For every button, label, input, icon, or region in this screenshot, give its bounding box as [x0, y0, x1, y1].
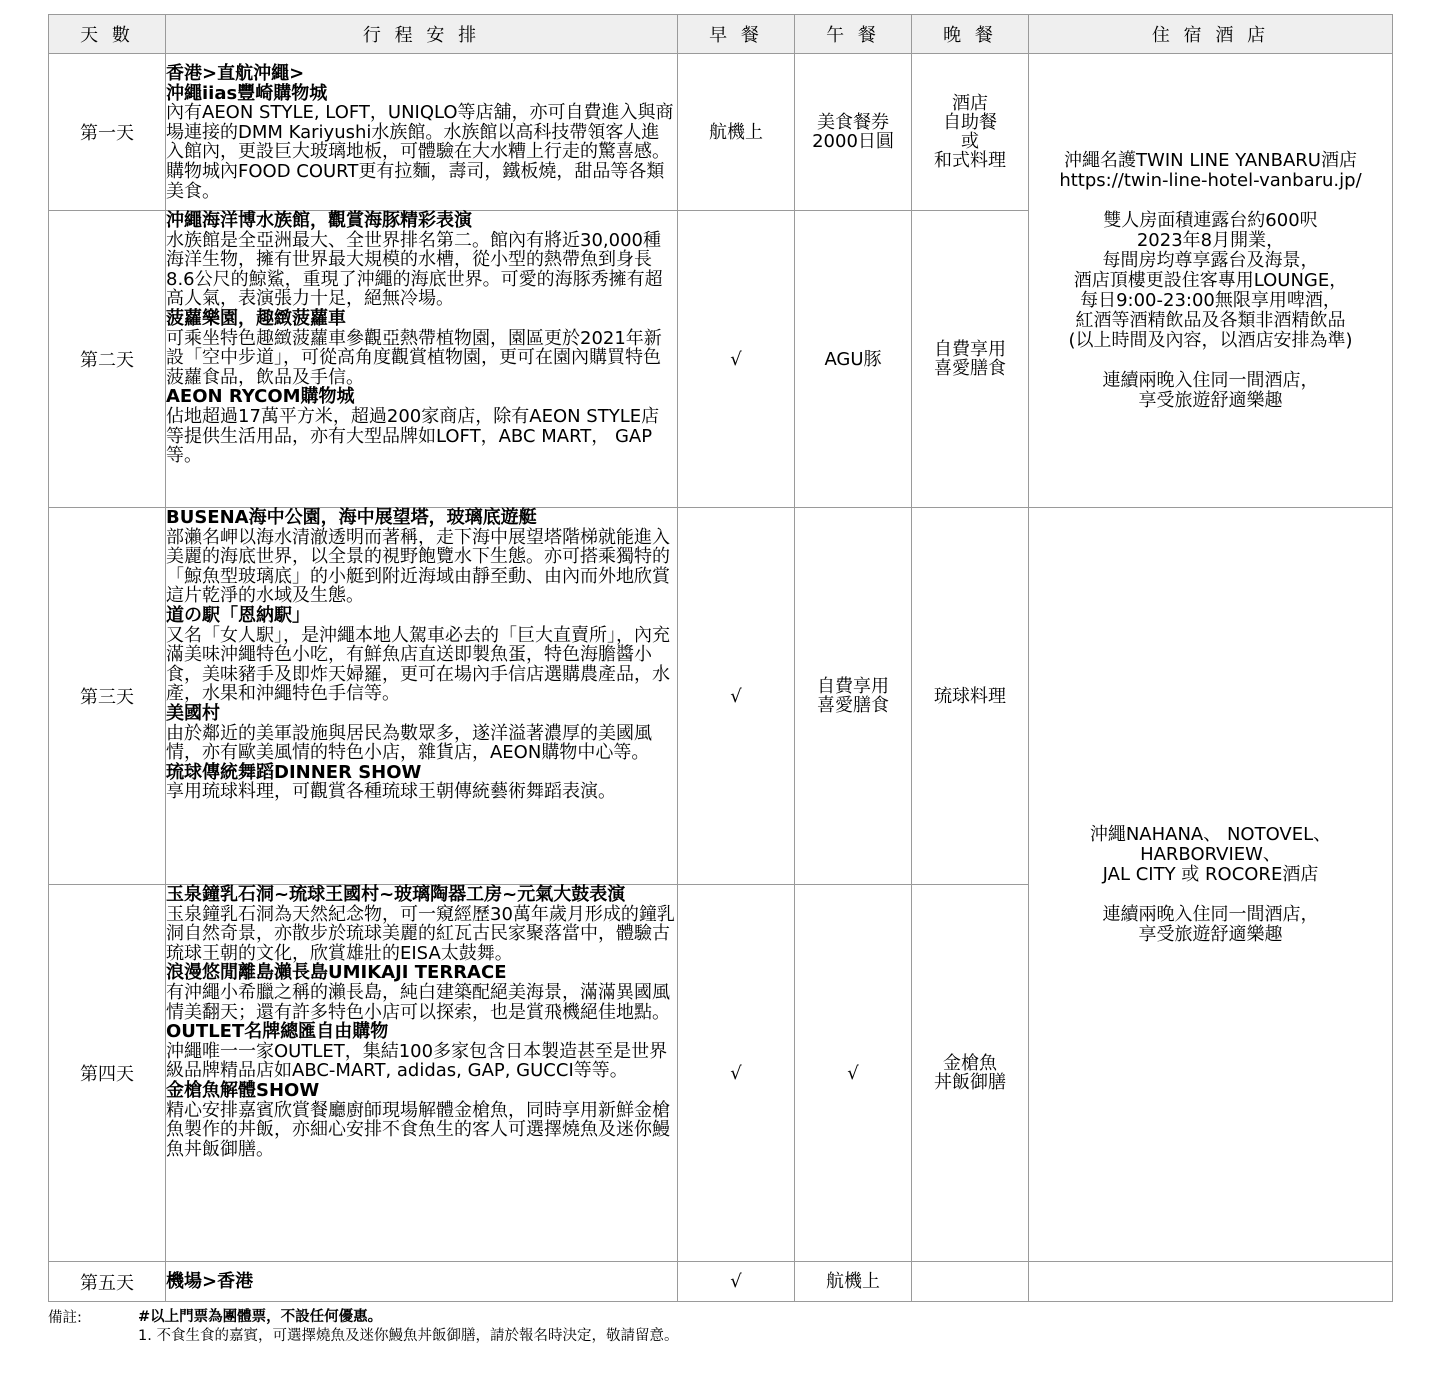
itinerary-table — [48, 14, 1393, 1302]
remarks-line: #以上門票為團體票，不設任何優惠。 — [138, 1309, 383, 1325]
section-body: 又名「女人駅」，是沖繩本地人駕車必去的「巨大直賣所」，內充滿美味沖繩特色小吃，有鮮魚店直送即製魚蛋，特色海膽醬小食，美味豬手及即炸天婦羅，更可在場內手信店選購農產品，水產，水果和沖繩特色手信等。 — [166, 624, 670, 705]
remarks-content — [138, 1308, 1338, 1346]
breakfast-cell: 航機上 — [678, 54, 795, 211]
lunch-cell: 航機上 — [795, 1262, 912, 1302]
dinner-cell: 酒店 自助餐 或 和式料理 — [912, 54, 1029, 211]
breakfast-cell: √ — [678, 211, 795, 508]
section-body: 可乘坐特色趣緻菠蘿車參觀亞熱帶植物園，園區更於2021年新設「空中步道」，可從高角度觀賞植物園，更可在園內購買特色菠蘿食品，飲品及手信。 — [166, 327, 662, 388]
dinner-cell: 金槍魚 丼飯御膳 — [912, 885, 1029, 1262]
section-title: 金槍魚解體SHOW — [166, 1079, 320, 1101]
table-row — [49, 508, 1393, 885]
section-title: AEON RYCOM購物城 — [166, 386, 355, 408]
table-row — [49, 1262, 1393, 1302]
section-body: 玉泉鐘乳石洞為天然紀念物，可一窺經歷30萬年歲月形成的鐘乳洞自然奇景，亦散步於琉球美麗的紅瓦古民家聚落當中，體驗古琉球王朝的文化，欣賞雄壯的EISA太鼓舞。 — [166, 903, 675, 964]
section-body: 佔地超過17萬平方米，超過200家商店，除有AEON STYLE店等提供生活用品，亦有大型品牌如LOFT，ABC MART， GAP等。 — [166, 405, 660, 467]
day-label: 第四天 — [49, 885, 166, 1262]
dinner-cell: 琉球料理 — [912, 508, 1029, 885]
lunch-cell: 美食餐券 2000日圓 — [795, 54, 912, 211]
section-title: 沖繩海洋博水族館，觀賞海豚精彩表演 — [166, 210, 472, 231]
section-body: 內有AEON STYLE, LOFT，UNIQLO等店舖，亦可自費進入與商場連接的DMM Kariyushi水族館。水族館以高科技帶領客人進入館內，更設巨大玻璃地板，可體驗在大水糟上行走的驚喜感。購物城內FOOD COURT更有拉麵，壽司，鐵板燒，甜品等各類美食。 — [166, 102, 674, 202]
header-day: 天 數 — [49, 15, 166, 54]
breakfast-cell: √ — [678, 1262, 795, 1302]
hotel-cell: 沖繩名護TWIN LINE YANBARU酒店 https://twin-line-hotel-vanbaru.jp/ 雙人房面積連露台約600呎 2023年8月開業， 每間房均尊享露台及海景， 酒店頂樓更設住客專用LOUNGE， 每日9:00-23:00無限享用啤酒， 紅酒等酒精飲品及各類非酒精飲品 (以上時間及內容，以酒店安排為準) 連續兩晚入住同一間酒店， 享受旅遊舒適樂趣 — [1029, 54, 1393, 508]
section-title: 道の駅「恩納駅」 — [166, 604, 310, 626]
section-title: 美國村 — [166, 702, 220, 724]
header-schedule: 行 程 安 排 — [166, 15, 678, 54]
day-label: 第二天 — [49, 211, 166, 508]
section-title: 機場>香港 — [166, 1270, 254, 1292]
section-title: 浪漫悠閒離島瀨長島UMIKAJI TERRACE — [166, 962, 507, 984]
section-body: 部瀨名岬以海水清澈透明而著稱，走下海中展望塔階梯就能進入美麗的海底世界，以全景的視野飽覽水下生態。亦可搭乘獨特的「鯨魚型玻璃底」的小艇到附近海域由靜至動、由內而外地欣賞這片乾淨的水域及生態。 — [166, 526, 670, 607]
remarks-label: 備註: — [48, 1310, 82, 1326]
schedule-cell — [166, 1262, 678, 1302]
section-title: BUSENA海中公園，海中展望塔，玻璃底遊艇 — [166, 507, 537, 528]
hotel-cell — [1029, 1262, 1393, 1302]
lunch-cell: √ — [795, 885, 912, 1262]
dinner-cell — [912, 1262, 1029, 1302]
section-title: 玉泉鐘乳石洞~琉球王國村~玻璃陶器工房~元氣大鼓表演 — [166, 884, 626, 905]
section-body: 沖繩唯一一家OUTLET，集結100多家包含日本製造甚至是世界級品牌精品店如ABC-MART, adidas, GAP, GUCCI等等。 — [166, 1040, 668, 1082]
section-body: 由於鄰近的美軍設施與居民為數眾多，遂洋溢著濃厚的美國風情，亦有歐美風情的特色小店，雜貨店，AEON購物中心等。 — [166, 722, 652, 764]
section-body: 水族館是全亞洲最大、全世界排名第二。館內有將近30,000種海洋生物，擁有世界最大規模的水槽，從小型的熱帶魚到身長8.6公尺的鯨鯊，重現了沖繩的海底世界。可愛的海豚秀擁有超高人氣，表演張力十足，絕無冷場。 — [166, 229, 663, 310]
breakfast-cell: √ — [678, 508, 795, 885]
header-hotel: 住 宿 酒 店 — [1029, 15, 1393, 54]
day-label: 第三天 — [49, 508, 166, 885]
day-label: 第一天 — [49, 54, 166, 211]
header-row — [49, 15, 1393, 54]
section-body: 有沖繩小希臘之稱的瀨長島，純白建築配絕美海景，滿滿異國風情美翻天；還有許多特色小店可以探索，也是賞飛機絕佳地點。 — [166, 981, 670, 1023]
section-body: 享用琉球料理，可觀賞各種琉球王朝傳統藝術舞蹈表演。 — [166, 781, 616, 803]
section-title: 香港>直航沖繩> 沖繩iias豐崎購物城 — [166, 63, 328, 104]
schedule-cell — [166, 211, 678, 508]
header-dinner: 晚 餐 — [912, 15, 1029, 54]
breakfast-cell: √ — [678, 885, 795, 1262]
section-body: 精心安排嘉賓欣賞餐廳廚師現場解體金槍魚，同時享用新鮮金槍魚製作的丼飯，亦細心安排不食魚生的客人可選擇燒魚及迷你鰻魚丼飯御膳。 — [166, 1099, 670, 1160]
section-title: 琉球傳統舞蹈DINNER SHOW — [166, 761, 422, 783]
section-title: OUTLET名牌總匯自由購物 — [166, 1021, 389, 1043]
lunch-cell: AGU豚 — [795, 211, 912, 508]
schedule-cell — [166, 54, 678, 211]
schedule-cell — [166, 885, 678, 1262]
remarks-line: 1. 不食生食的嘉賓，可選擇燒魚及迷你鰻魚丼飯御膳，請於報名時決定，敬請留意。 — [138, 1328, 679, 1344]
schedule-cell — [166, 508, 678, 885]
lunch-cell: 自費享用 喜愛膳食 — [795, 508, 912, 885]
header-breakfast: 早 餐 — [678, 15, 795, 54]
section-title: 菠蘿樂園，趣緻菠蘿車 — [166, 307, 346, 329]
table-row — [49, 54, 1393, 211]
day-label: 第五天 — [49, 1262, 166, 1302]
dinner-cell: 自費享用 喜愛膳食 — [912, 211, 1029, 508]
header-lunch: 午 餐 — [795, 15, 912, 54]
hotel-cell: 沖繩NAHANA、 NOTOVEL、 HARBORVIEW、 JAL CITY 或 ROCORE酒店 連續兩晚入住同一間酒店， 享受旅遊舒適樂趣 — [1029, 508, 1393, 1262]
